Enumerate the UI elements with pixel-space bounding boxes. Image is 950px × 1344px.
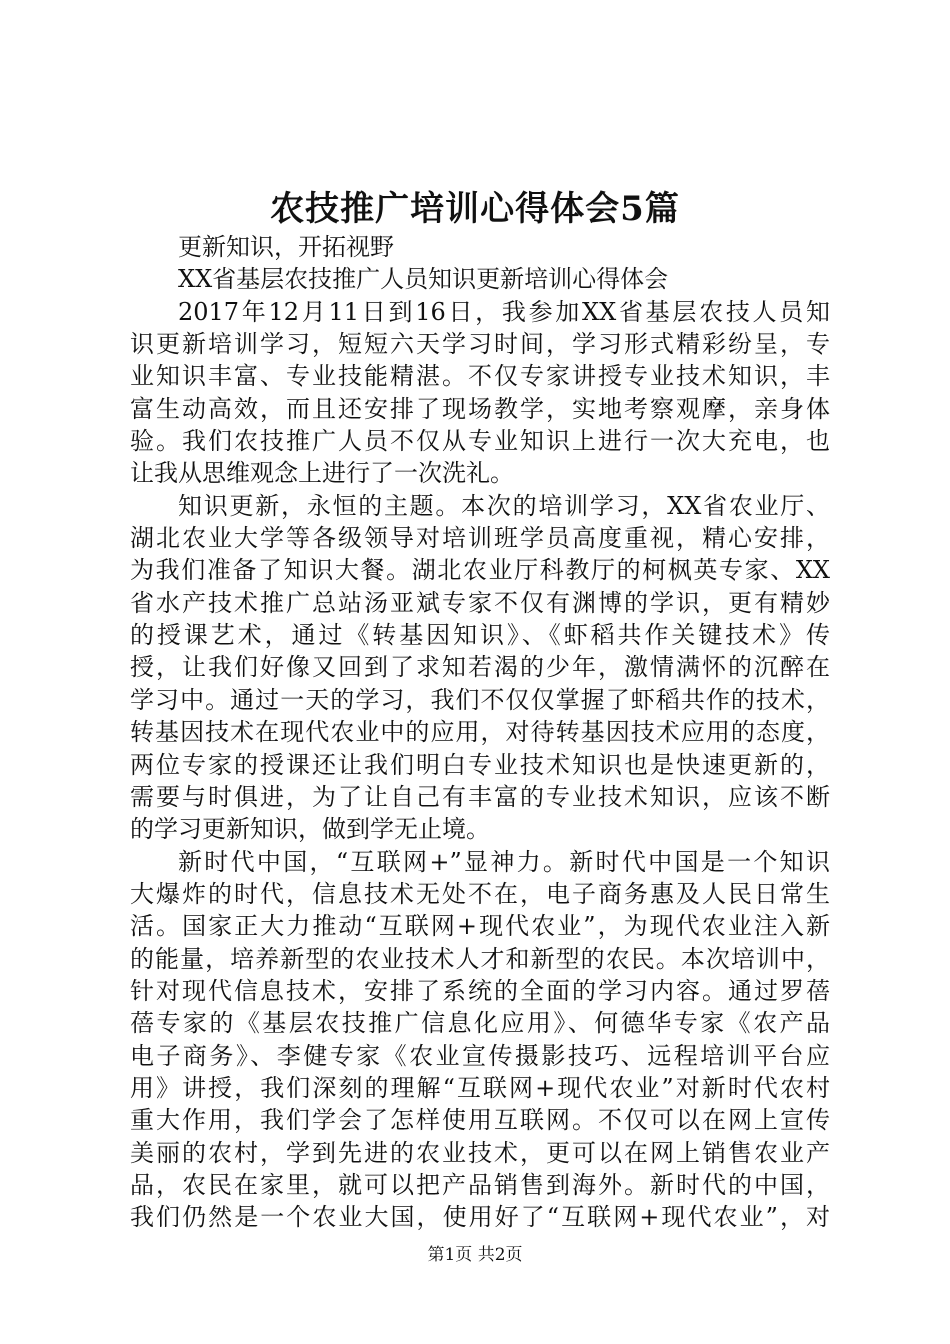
text-line: 品，农民在家里，就可以把产品销售到海外。新时代的中国， bbox=[130, 1170, 830, 1199]
text-line: 湖北农业大学等各级领导对培训班学员高度重视，精心安排， bbox=[130, 524, 830, 553]
text-line: 用》讲授，我们深刻的理解“互联网+现代农业”对新时代农村 bbox=[130, 1073, 830, 1102]
text-line: 的学习更新知识，做到学无止境。 bbox=[130, 815, 490, 844]
text-line: 两位专家的授课还让我们明白专业技术知识也是快速更新的， bbox=[130, 750, 830, 779]
text-line: 新时代中国，“互联网+”显神力。新时代中国是一个知识 bbox=[178, 847, 830, 876]
text-line: 让我从思维观念上进行了一次洗礼。 bbox=[130, 459, 514, 488]
text-line: 2017年12月11日到16日，我参加XX省基层农技人员知 bbox=[178, 297, 830, 326]
text-line: 蓓专家的《基层农技推广信息化应用》、何德华专家《农产品 bbox=[130, 1009, 830, 1038]
text-line: 需要与时俱进，为了让自己有丰富的专业技术知识，应该不断 bbox=[130, 782, 830, 811]
text-line: 针对现代信息技术，安排了系统的全面的学习内容。通过罗蓓 bbox=[130, 976, 830, 1005]
text-line: 转基因技术在现代农业中的应用，对待转基因技术应用的态度， bbox=[130, 718, 830, 747]
text-line: 识更新培训学习，短短六天学习时间，学习形式精彩纷呈，专 bbox=[130, 330, 830, 359]
text-line: XX省基层农技推广人员知识更新培训心得体会 bbox=[178, 265, 669, 294]
text-line: 我们仍然是一个农业大国，使用好了“互联网+现代农业”，对 bbox=[130, 1203, 830, 1232]
document-body bbox=[130, 231, 830, 1234]
text-line: 重大作用，我们学会了怎样使用互联网。不仅可以在网上宣传 bbox=[130, 1106, 830, 1135]
text-line: 学习中。通过一天的学习，我们不仅仅掌握了虾稻共作的技术， bbox=[130, 685, 830, 714]
text-line: 美丽的农村，学到先进的农业技术，更可以在网上销售农业产 bbox=[130, 1138, 830, 1167]
text-line: 电子商务》、李健专家《农业宣传摄影技巧、远程培训平台应 bbox=[130, 1041, 830, 1070]
text-line: 验。我们农技推广人员不仅从专业知识上进行一次大充电，也 bbox=[130, 427, 830, 456]
text-line: 大爆炸的时代，信息技术无处不在，电子商务惠及人民日常生 bbox=[130, 879, 830, 908]
text-line: 知识更新，永恒的主题。本次的培训学习，XX省农业厅、 bbox=[178, 491, 830, 520]
text-line: 富生动高效，而且还安排了现场教学，实地考察观摩，亲身体 bbox=[130, 394, 830, 423]
page-footer: 第1页 共2页 bbox=[427, 1245, 523, 1265]
text-line: 业知识丰富、专业技能精湛。不仅专家讲授专业技术知识，丰 bbox=[130, 362, 830, 391]
text-line: 授，让我们好像又回到了求知若渴的少年，激情满怀的沉醉在 bbox=[130, 653, 830, 682]
text-line: 为我们准备了知识大餐。湖北农业厅科教厅的柯枫英专家、XX bbox=[130, 556, 830, 585]
text-line: 省水产技术推广总站汤亚斌专家不仅有渊博的学识，更有精妙 bbox=[130, 588, 830, 617]
text-line: 的授课艺术，通过《转基因知识》、《虾稻共作关键技术》传 bbox=[130, 621, 830, 650]
text-line: 的能量，培养新型的农业技术人才和新型的农民。本次培训中， bbox=[130, 944, 830, 973]
text-line: 活。国家正大力推动“互联网+现代农业”，为现代农业注入新 bbox=[130, 912, 830, 941]
document-title: 农技推广培训心得体会5篇 bbox=[270, 189, 680, 229]
text-line: 更新知识，开拓视野 bbox=[178, 233, 394, 261]
